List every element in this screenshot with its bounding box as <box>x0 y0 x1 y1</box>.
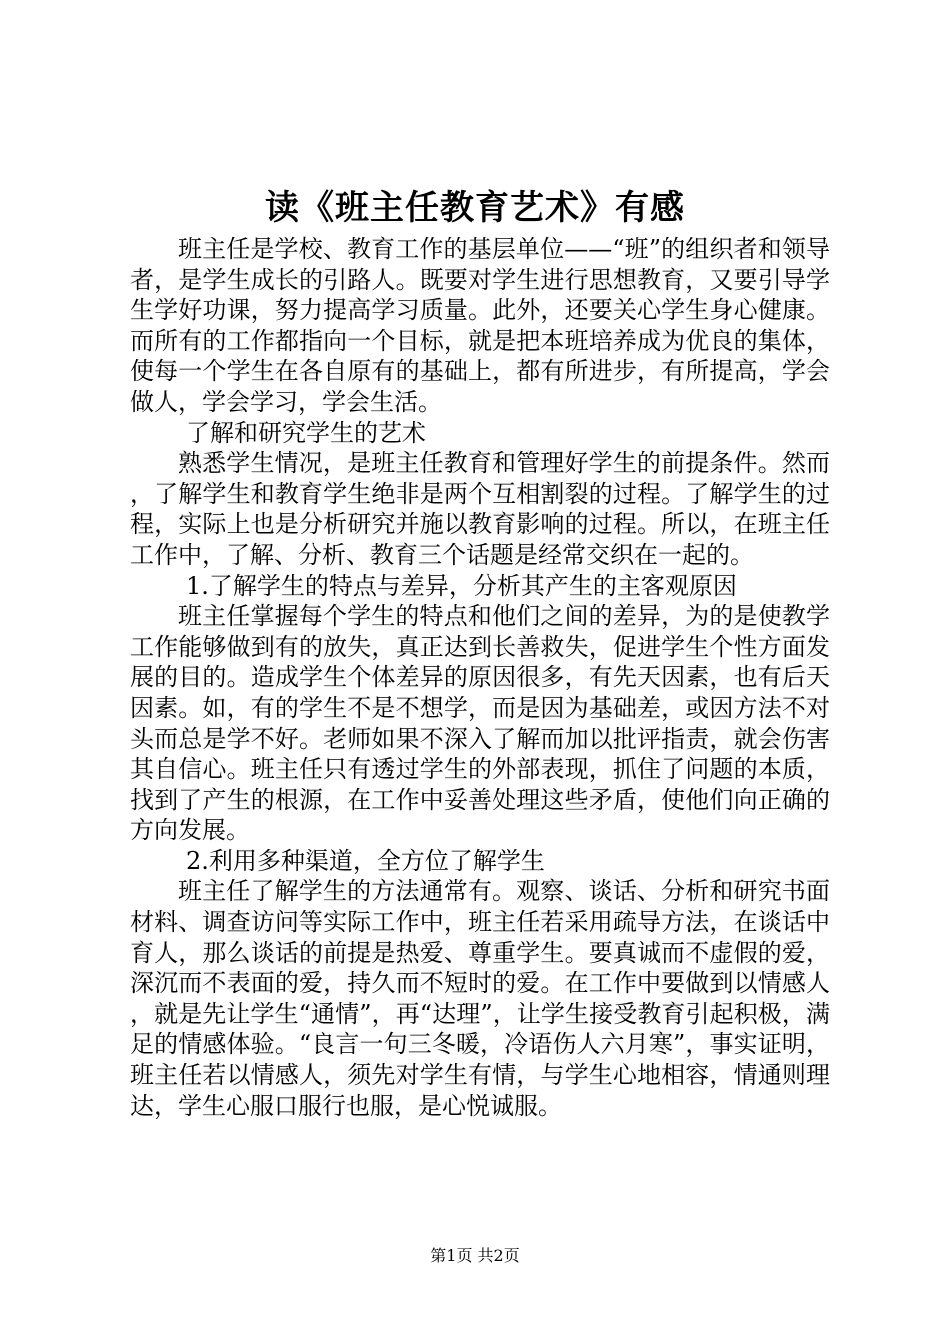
paragraph-differences: 班主任掌握每个学生的特点和他们之间的差异，为的是使教学工作能够做到有的放失，真正达到长善救失，促进学生个性方面发展的目的。造成学生个体差异的原因很多，有先天因素，也有后天因素。如，有的学生不是不想学，而是因为基础差，或因方法不对头而总是学不好。老师如果不深入了解而加以批评指责，就会伤害其自信心。班主任只有透过学生的外部表现，抓住了问题的本质，找到了产生的根源，在工作中妥善处理这些矛盾，使他们向正确的方向发展。 <box>130 602 830 845</box>
paragraph-methods: 班主任了解学生的方法通常有。观察、谈话、分析和研究书面材料、调查访问等实际工作中，班主任若采用疏导方法，在谈话中育人，那么谈话的前提是热爱、尊重学生。要真诚而不虚假的爱，深沉而不表面的爱，持久而不短时的爱。在工作中要做到以情感人，就是先让学生“通情”，再“达理”，让学生接受教育引起积极，满足的情感体验。“良言一句三冬暖，冷语伤人六月寒”，事实证明，班主任若以情感人，须先对学生有情，与学生心地相容，情通则理达，学生心服口服行也服，是心悦诚服。 <box>130 877 830 1120</box>
document-body <box>130 234 830 1121</box>
section-heading-understanding: 了解和研究学生的艺术 <box>186 418 426 447</box>
page-footer: 第1页 共2页 <box>430 1246 520 1265</box>
paragraph-familiarity: 熟悉学生情况，是班主任教育和管理好学生的前提条件。然而，了解学生和教育学生绝非是两个互相割裂的过程。了解学生的过程，实际上也是分析研究并施以教育影响的过程。所以，在班主任工作中，了解、分析、教育三个话题是经常交织在一起的。 <box>130 449 830 569</box>
document-title: 读《班主任教育艺术》有感 <box>265 188 685 228</box>
subheading-2: 2.利用多种渠道，全方位了解学生 <box>186 846 545 875</box>
paragraph-intro: 班主任是学校、教育工作的基层单位——“班”的组织者和领导者，是学生成长的引路人。既要对学生进行思想教育，又要引导学生学好功课，努力提高学习质量。此外，还要关心学生身心健康。而所有的工作都指向一个目标，就是把本班培养成为优良的集体，使每一个学生在各自原有的基础上，都有所进步，有所提高，学会做人，学会学习，学会生活。 <box>130 235 830 416</box>
subheading-1: 1.了解学生的特点与差异，分析其产生的主客观原因 <box>186 571 737 600</box>
